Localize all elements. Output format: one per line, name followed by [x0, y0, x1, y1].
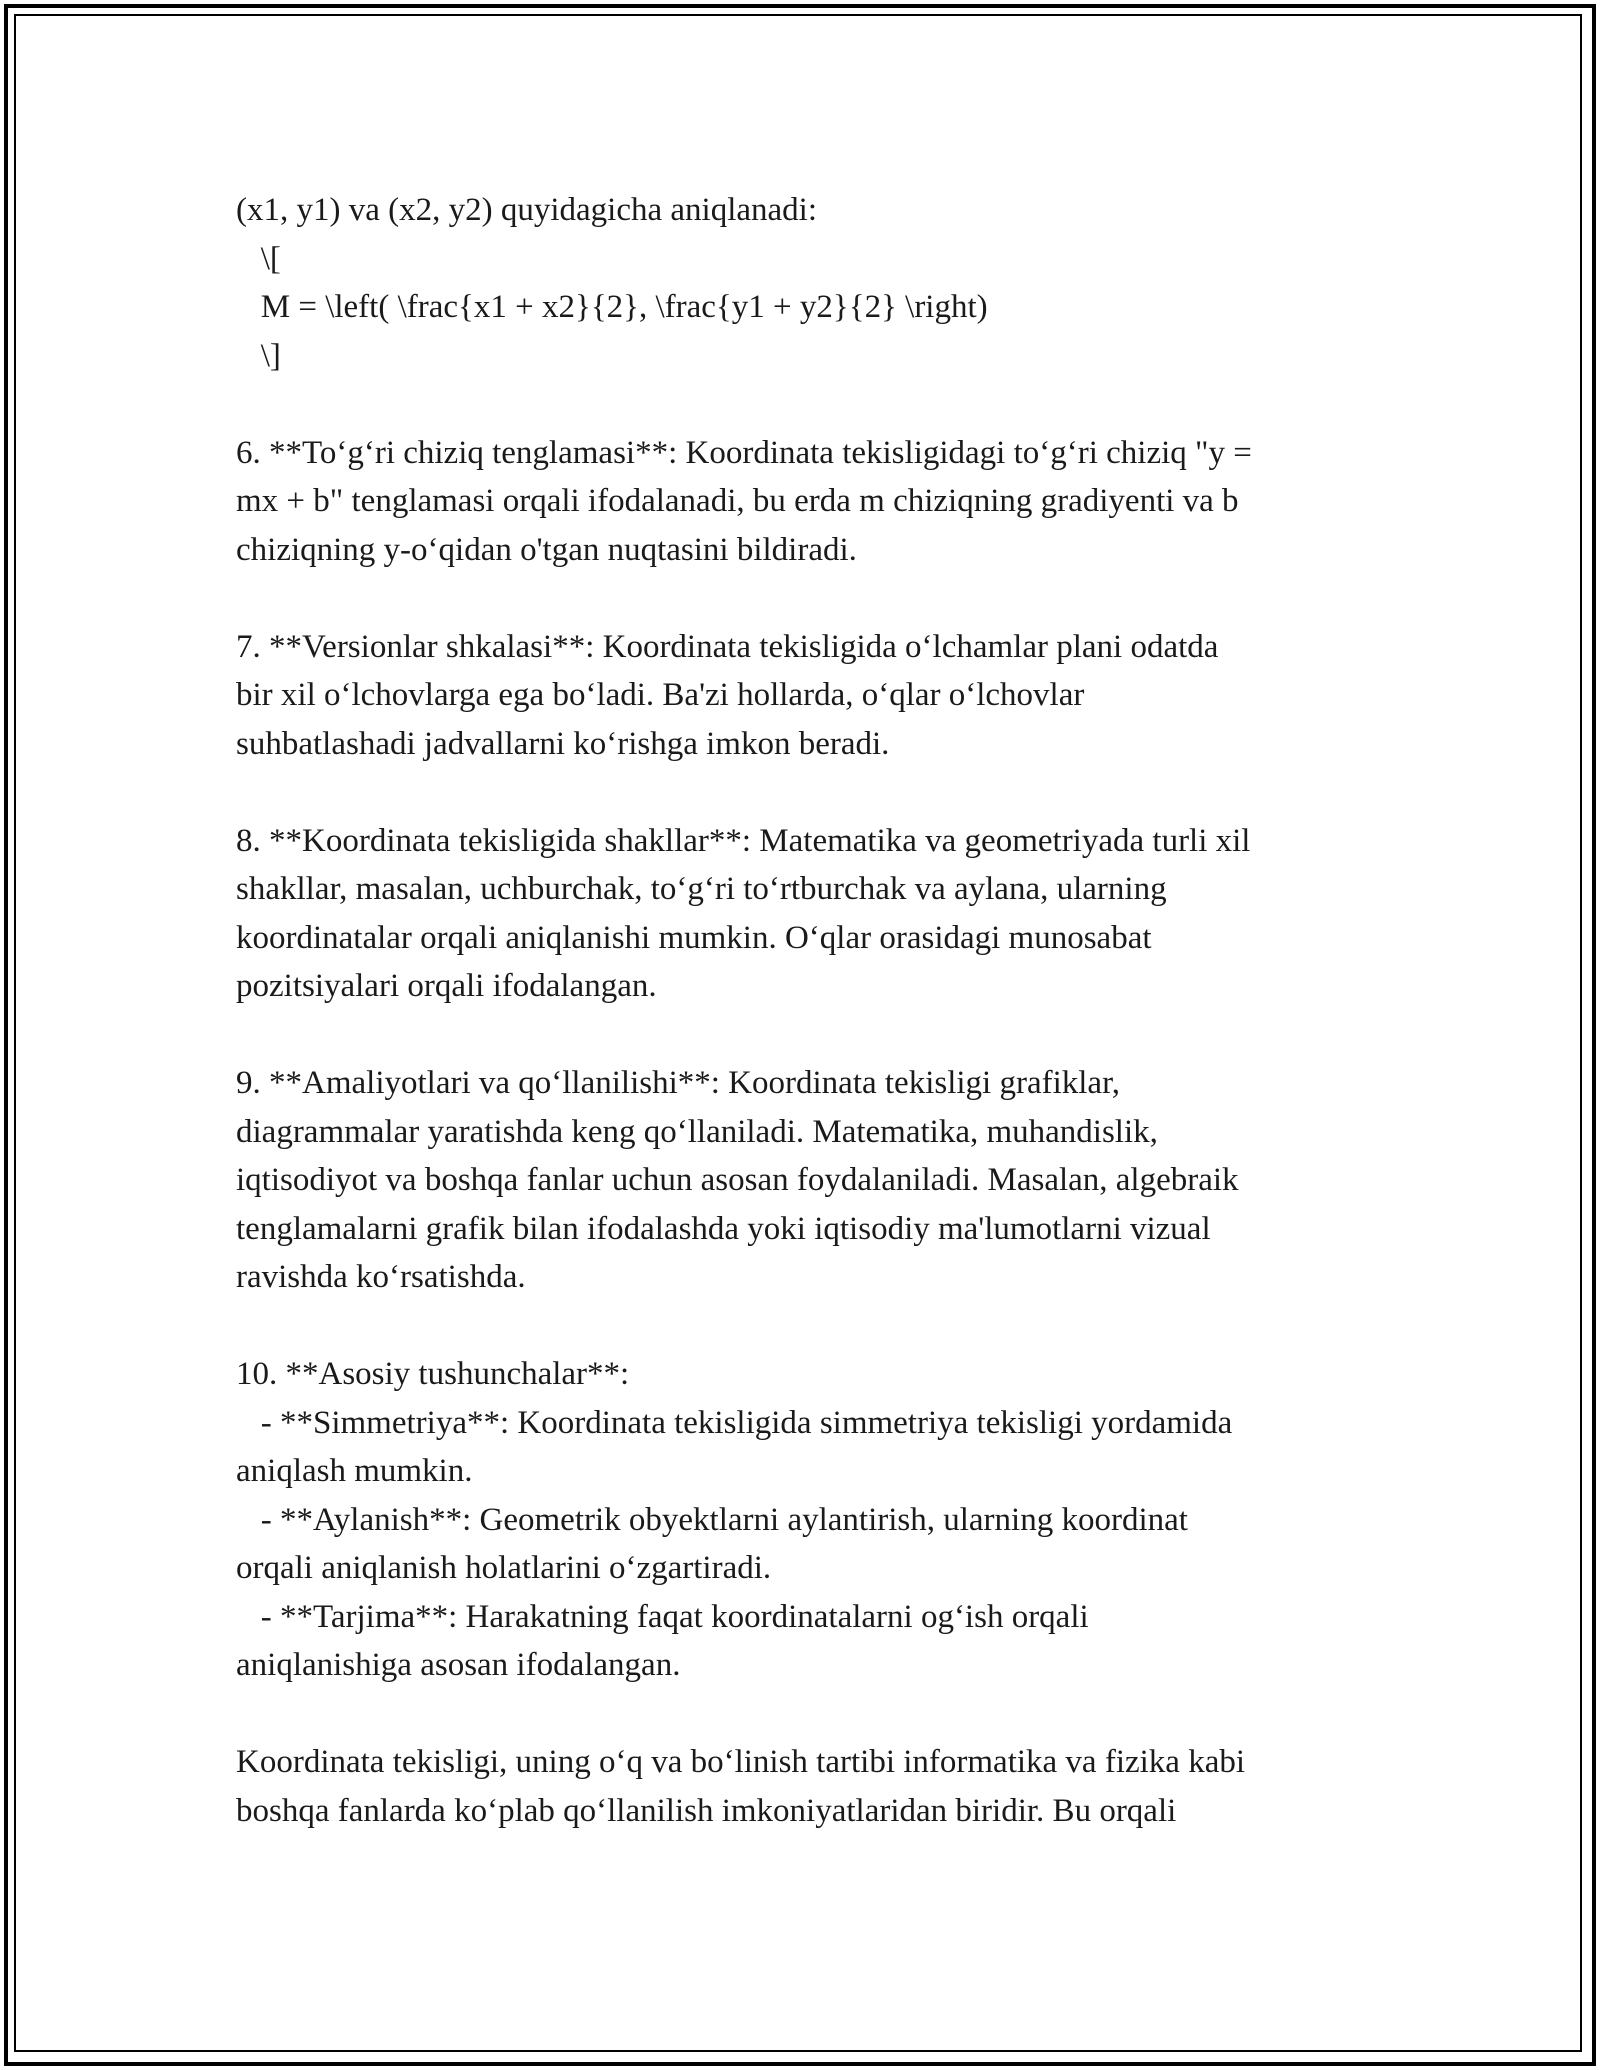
paragraph-item-6 [236, 429, 1376, 575]
text-line: orqali aniqlanish holatlarini o‘zgartiradi. [236, 1550, 772, 1586]
paragraph-closing [236, 1738, 1376, 1835]
text-line: M = \left( \frac{x1 + x2}{2}, \frac{y1 + y2}{2} \right) [236, 289, 988, 325]
text-line: boshqa fanlarda ko‘plab qo‘llanilish imkoniyatlaridan biridir. Bu orqali [236, 1792, 1177, 1829]
text-line: mx + b" tenglamasi orqali ifodalanadi, bu erda m chiziqning gradiyenti va b [236, 483, 1239, 519]
text-line: 7. **Versionlar shkalasi**: Koordinata tekisligida o‘lchamlar plani odatda [236, 628, 1219, 665]
paragraph-gap [236, 1011, 1376, 1060]
text-line: aniqlanishiga asosan ifodalangan. [236, 1647, 681, 1683]
paragraph-gap [236, 768, 1376, 817]
text-line: suhbatlashadi jadvallarni ko‘rishga imkon beradi. [236, 725, 890, 762]
text-line: diagrammalar yaratishda keng qo‘llaniladi. Matematika, muhandislik, [236, 1113, 1158, 1150]
text-line: chiziqning y-o‘qidan o'tgan nuqtasini bildiradi. [236, 531, 857, 568]
text-line: 10. **Asosiy tushunchalar**: [236, 1356, 630, 1392]
text-line: \[ [236, 240, 281, 277]
text-line: tenglamalarni grafik bilan ifodalashda yoki iqtisodiy ma'lumotlarni vizual [236, 1210, 1211, 1247]
text-line: bir xil o‘lchovlarga ega bo‘ladi. Ba'zi hollarda, o‘qlar o‘lchovlar [236, 677, 1085, 713]
paragraph-gap [236, 380, 1376, 429]
paragraph-gap [236, 574, 1376, 623]
text-line: ravishda ko‘rsatishda. [236, 1259, 526, 1295]
text-line: - **Simmetriya**: Koordinata tekisligida simmetriya tekisligi yordamida [236, 1404, 1233, 1441]
text-line: 6. **To‘g‘ri chiziq tenglamasi**: Koordinata tekisligidagi to‘g‘ri chiziq "y = [236, 434, 1252, 471]
document-body [236, 186, 1376, 1835]
paragraph-item-7 [236, 623, 1376, 769]
paragraph-item-8 [236, 817, 1376, 1011]
text-line: 8. **Koordinata tekisligida shakllar**: Matematika va geometriyada turli xil [236, 822, 1251, 859]
text-line: - **Aylanish**: Geometrik obyektlarni aylantirish, ularning koordinat [236, 1501, 1188, 1538]
text-line: pozitsiyalari orqali ifodalangan. [236, 968, 657, 1004]
text-line: - **Tarjima**: Harakatning faqat koordinatalarni og‘ish orqali [236, 1598, 1089, 1635]
paragraph-item-10 [236, 1350, 1376, 1690]
text-line: 9. **Amaliyotlari va qo‘llanilishi**: Koordinata tekisligi grafiklar, [236, 1065, 1120, 1101]
paragraph-midpoint-formula [236, 186, 1376, 380]
text-line: shakllar, masalan, uchburchak, to‘g‘ri to‘rtburchak va aylana, ularning [236, 871, 1167, 907]
text-line: (x1, y1) va (x2, y2) quyidagicha aniqlanadi: [236, 192, 817, 228]
text-line: koordinatalar orqali aniqlanishi mumkin. O‘qlar orasidagi munosabat [236, 919, 1152, 956]
text-line: Koordinata tekisligi, uning o‘q va bo‘linish tartibi informatika va fizika kabi [236, 1744, 1246, 1780]
paragraph-gap [236, 1690, 1376, 1739]
text-line: aniqlash mumkin. [236, 1453, 473, 1489]
text-line: \] [236, 337, 281, 374]
paragraph-gap [236, 1302, 1376, 1351]
text-line: iqtisodiyot va boshqa fanlar uchun asosan foydalaniladi. Masalan, algebraik [236, 1162, 1239, 1198]
paragraph-item-9 [236, 1059, 1376, 1302]
